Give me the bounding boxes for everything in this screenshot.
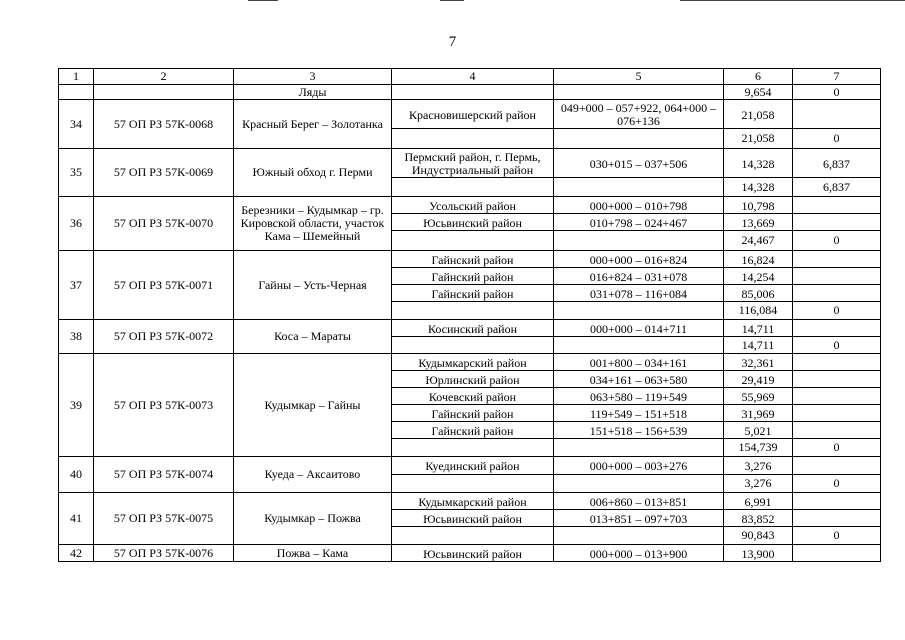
district-cell: Кудымкарский район [392, 493, 554, 510]
road-name-cell: Южный обход г. Перми [234, 149, 392, 197]
col7-cell [793, 493, 881, 510]
km-range-cell [554, 439, 724, 457]
page-number: 7 [448, 34, 457, 50]
km-range-cell: 006+860 – 013+851 [554, 493, 724, 510]
km-range-cell: 030+015 – 037+506 [554, 149, 724, 178]
header-cell-2: 2 [94, 69, 234, 85]
total-col7-cell: 0 [793, 302, 881, 320]
col7-cell [793, 510, 881, 527]
road-code-cell: 57 ОП РЗ 57К-0072 [94, 320, 234, 354]
length-cell: 13,669 [724, 214, 793, 231]
col7-cell [793, 388, 881, 405]
total-length-cell: 24,467 [724, 231, 793, 251]
district-cell: Гайнский район [392, 422, 554, 439]
district-cell [392, 302, 554, 320]
header-cell-5: 5 [554, 69, 724, 85]
length-cell: 14,711 [724, 320, 793, 337]
col7-cell [793, 371, 881, 388]
road-name-cell: Красный Берег – Золотанка [234, 100, 392, 149]
scan-line-edge [680, 0, 905, 1]
length-cell: 16,824 [724, 251, 793, 268]
district-cell: Красновишерский район [392, 100, 554, 129]
header-cell-4: 4 [392, 69, 554, 85]
length-cell: 55,969 [724, 388, 793, 405]
road-code-cell: 57 ОП РЗ 57К-0074 [94, 457, 234, 493]
km-range-cell: 000+000 – 013+900 [554, 545, 724, 562]
total-length-cell: 116,084 [724, 302, 793, 320]
length-cell: 6,991 [724, 493, 793, 510]
col7-cell: 6,837 [793, 149, 881, 178]
district-cell [392, 178, 554, 197]
district-cell [392, 439, 554, 457]
road-number-cell: 38 [59, 320, 94, 354]
district-cell: Кочевский район [392, 388, 554, 405]
length-cell: 3,276 [724, 457, 793, 475]
road-name-cell: Куеда – Аксаитово [234, 457, 392, 493]
district-cell: Юсьвинский район [392, 510, 554, 527]
district-cell: Юрлинский район [392, 371, 554, 388]
road-number-cell: 41 [59, 493, 94, 545]
length-cell: 29,419 [724, 371, 793, 388]
length-cell: 5,021 [724, 422, 793, 439]
km-range-cell [554, 231, 724, 251]
scan-line-left [248, 0, 278, 1]
km-range-cell [554, 129, 724, 149]
road-segment-row [59, 197, 881, 214]
district-cell: Усольский район [392, 197, 554, 214]
district-cell: Пермский район, г. Пермь, Индустриальный район [392, 149, 554, 178]
header-cell-1: 1 [59, 69, 94, 85]
road-segment-row [59, 100, 881, 129]
length-cell: 14,254 [724, 268, 793, 285]
total-col7-cell: 0 [793, 439, 881, 457]
km-range-cell: 000+000 – 014+711 [554, 320, 724, 337]
col7-cell [793, 405, 881, 422]
district-cell [392, 129, 554, 149]
total-length-cell: 3,276 [724, 475, 793, 493]
header-row [59, 69, 881, 85]
length-cell: 14,328 [724, 149, 793, 178]
road-name-cell: Гайны – Усть-Черная [234, 251, 392, 320]
district-cell [392, 337, 554, 354]
length-cell: 31,969 [724, 405, 793, 422]
col7-cell [793, 545, 881, 562]
road-segment-row [59, 354, 881, 371]
road-code-cell: 57 ОП РЗ 57К-0071 [94, 251, 234, 320]
road-segment-row [59, 493, 881, 510]
district-cell: Гайнский район [392, 268, 554, 285]
district-cell: Гайнский район [392, 251, 554, 268]
district-cell: Гайнский район [392, 285, 554, 302]
col7-cell [793, 100, 881, 129]
road-name-cell: Березники – Кудымкар – гр. Кировской области, участок Кама – Шемейный [234, 197, 392, 251]
length-cell: 13,900 [724, 545, 793, 562]
header-cell-6: 6 [724, 69, 793, 85]
km-range-cell: 034+161 – 063+580 [554, 371, 724, 388]
road-name-cell: Кудымкар – Гайны [234, 354, 392, 457]
num-cell [59, 85, 94, 100]
length-cell: 21,058 [724, 100, 793, 129]
km-range-cell: 049+000 – 057+922, 064+000 – 076+136 [554, 100, 724, 129]
district-cell: Косинский район [392, 320, 554, 337]
district-cell: Юсьвинский район [392, 545, 554, 562]
km-range-cell: 119+549 – 151+518 [554, 405, 724, 422]
col7-cell [793, 285, 881, 302]
col7-cell [793, 457, 881, 475]
road-code-cell: 57 ОП РЗ 57К-0073 [94, 354, 234, 457]
header-cell-7: 7 [793, 69, 881, 85]
road-code-cell: 57 ОП РЗ 57К-0068 [94, 100, 234, 149]
road-number-cell: 36 [59, 197, 94, 251]
header-cell-3: 3 [234, 69, 392, 85]
road-number-cell: 35 [59, 149, 94, 197]
road-number-cell: 34 [59, 100, 94, 149]
col7-cell [793, 251, 881, 268]
district-cell: Гайнский район [392, 405, 554, 422]
road-number-cell: 40 [59, 457, 94, 493]
road-number-cell: 42 [59, 545, 94, 562]
road-name-cell: Пожва – Кама [234, 545, 392, 562]
district-cell: Куединский район [392, 457, 554, 475]
total-col7-cell: 6,837 [793, 178, 881, 197]
km-range-cell: 001+800 – 034+161 [554, 354, 724, 371]
total-col7-cell: 0 [793, 337, 881, 354]
km-range-cell: 063+580 – 119+549 [554, 388, 724, 405]
km-range-cell: 016+824 – 031+078 [554, 268, 724, 285]
km-range-cell: 000+000 – 003+276 [554, 457, 724, 475]
km-range-cell: 000+000 – 016+824 [554, 251, 724, 268]
total-col7-cell: 0 [793, 475, 881, 493]
col7-cell [793, 354, 881, 371]
road-segment-row [59, 457, 881, 475]
km-range-cell: 000+000 – 010+798 [554, 197, 724, 214]
total-length-cell: 21,058 [724, 129, 793, 149]
length-cell: 32,361 [724, 354, 793, 371]
col7-cell [793, 214, 881, 231]
total-length-cell: 154,739 [724, 439, 793, 457]
road-segment-row [59, 149, 881, 178]
total-length-cell: 14,711 [724, 337, 793, 354]
col7-cell [793, 268, 881, 285]
district-cell [392, 527, 554, 545]
km-range-cell: 013+851 – 097+703 [554, 510, 724, 527]
col7-cell: 0 [793, 85, 881, 100]
total-length-cell: 14,328 [724, 178, 793, 197]
road-code-cell: 57 ОП РЗ 57К-0076 [94, 545, 234, 562]
km-range-cell [554, 527, 724, 545]
road-code-cell: 57 ОП РЗ 57К-0069 [94, 149, 234, 197]
district-cell [392, 85, 554, 100]
km-range-cell: 031+078 – 116+084 [554, 285, 724, 302]
continuation-row [59, 85, 881, 100]
total-col7-cell: 0 [793, 527, 881, 545]
district-cell: Юсьвинский район [392, 214, 554, 231]
km-cell [554, 85, 724, 100]
length-cell: 85,006 [724, 285, 793, 302]
district-cell [392, 475, 554, 493]
road-segment-row [59, 251, 881, 268]
code-cell [94, 85, 234, 100]
district-cell: Кудымкарский район [392, 354, 554, 371]
km-range-cell [554, 475, 724, 493]
road-code-cell: 57 ОП РЗ 57К-0070 [94, 197, 234, 251]
col7-cell [793, 320, 881, 337]
total-col7-cell: 0 [793, 129, 881, 149]
road-number-cell: 39 [59, 354, 94, 457]
total-length-cell: 90,843 [724, 527, 793, 545]
col7-cell [793, 422, 881, 439]
km-range-cell [554, 337, 724, 354]
roads-table [58, 68, 881, 562]
road-segment-row [59, 545, 881, 562]
road-name-cell: Ляды [234, 85, 392, 100]
road-name-cell: Кудымкар – Пожва [234, 493, 392, 545]
district-cell [392, 231, 554, 251]
km-range-cell: 151+518 – 156+539 [554, 422, 724, 439]
road-name-cell: Коса – Мараты [234, 320, 392, 354]
length-cell: 83,852 [724, 510, 793, 527]
road-segment-row [59, 320, 881, 337]
km-range-cell [554, 302, 724, 320]
road-number-cell: 37 [59, 251, 94, 320]
km-range-cell [554, 178, 724, 197]
total-col7-cell: 0 [793, 231, 881, 251]
km-range-cell: 010+798 – 024+467 [554, 214, 724, 231]
road-code-cell: 57 ОП РЗ 57К-0075 [94, 493, 234, 545]
length-cell: 10,798 [724, 197, 793, 214]
scan-line-right [440, 0, 464, 1]
total-length-cell: 9,654 [724, 85, 793, 100]
roads-table-body [59, 69, 881, 562]
col7-cell [793, 197, 881, 214]
